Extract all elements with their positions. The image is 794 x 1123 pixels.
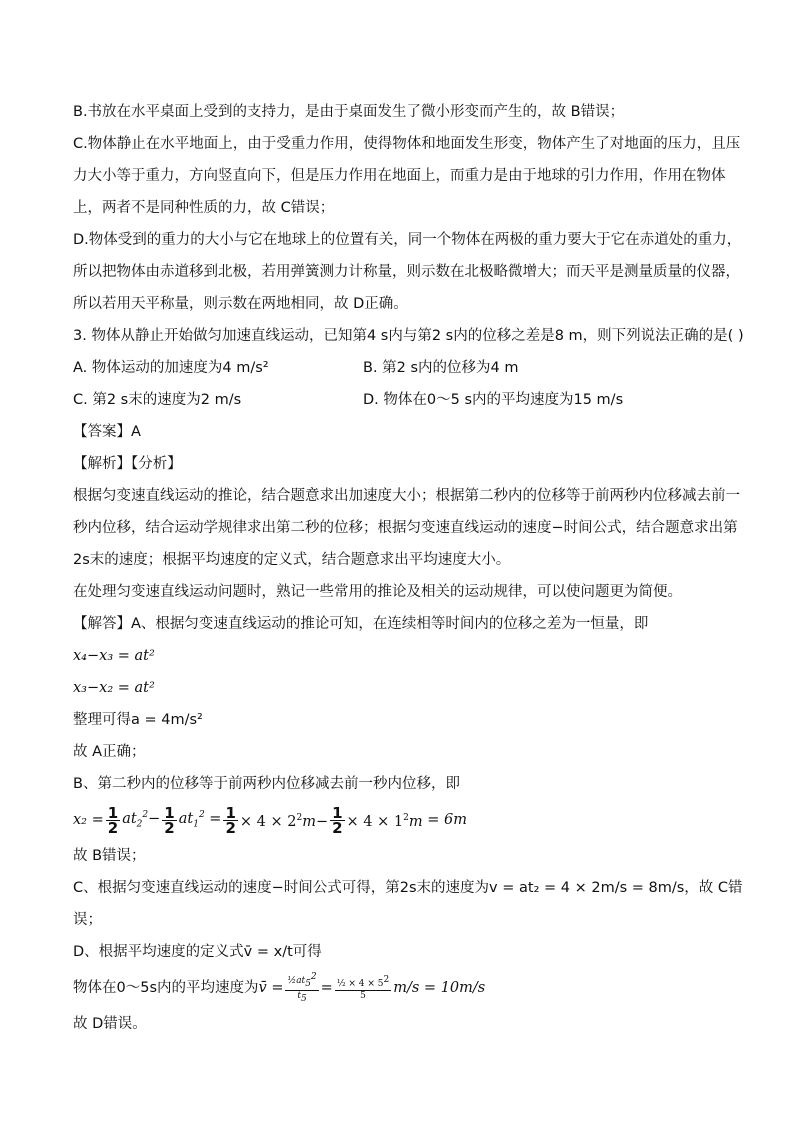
fraction: $\frac{\frac{1}{2}at_5^2}{t_5}$: [287, 971, 317, 1004]
equation-x2: [73, 800, 723, 840]
text-line: 所以把物体由赤道移到北极，若用弹簧测力计称量，则示数在北极略微增大；而天平是测量质量的仪器，: [73, 264, 740, 280]
equation-lhs: x₂ =: [73, 812, 104, 828]
equation: x₃−x₂ = at²: [73, 680, 155, 696]
text-line: 所以若用天平称量，则示数在两地相同，故 D正确。: [73, 296, 408, 312]
term: $at_1^2$ =: [178, 810, 222, 830]
fraction-half: $\frac{1}{2}$: [332, 803, 343, 837]
text-line: 【解答】A、根据匀变速直线运动的推论可知，在连续相等时间内的位移之差为一恒量，即: [73, 616, 649, 632]
text-line: C.物体静止在水平地面上，由于受重力作用，使得物体和地面发生形变，物体产生了对地面的压力，且压: [73, 136, 741, 152]
text-line: 上，两者不是同种性质的力，故 C错误；: [73, 200, 335, 216]
term: × $4 \times 2^2m-$: [239, 813, 329, 830]
text-fragment: m/s = 10m/s: [393, 980, 486, 996]
options-row: [73, 352, 723, 384]
text-line: 在处理匀变速直线运动问题时，熟记一些常用的推论及相关的运动规律，可以使问题更为简便。: [73, 584, 682, 600]
equation-average-velocity: [73, 968, 723, 1008]
text-line: 秒内位移，结合运动学规律求出第二秒的位移；根据匀变速直线运动的速度−时间公式，结合题意求出第: [73, 520, 738, 536]
text-line: 2s末的速度；根据平均速度的定义式，结合题意求出平均速度大小。: [73, 552, 511, 568]
option-d: D. 物体在0～5 s内的平均速度为15 m/s: [363, 392, 624, 408]
text-line: C、根据匀变速直线运动的速度−时间公式可得，第2s末的速度为v = at₂ = 4 × 2m/s = 8m/s，故 C错: [73, 880, 743, 896]
text-line: 误；: [73, 912, 102, 928]
option-c: C. 第2 s末的速度为2 m/s: [73, 392, 242, 408]
question-stem: 3. 物体从静止开始做匀加速直线运动，已知第4 s内与第2 s内的位移之差是8 m，则下列说法正确的是( ): [73, 328, 744, 344]
text-line: D.物体受到的重力的大小与它在地球上的位置有关，同一个物体在两极的重力要大于它在赤道处的重力，: [73, 232, 742, 248]
equation-rhs: = 6m: [427, 812, 467, 828]
option-b: B. 第2 s内的位移为4 m: [363, 360, 519, 376]
fraction-half: $\frac{1}{2}$: [107, 803, 119, 837]
text-line: 整理可得a = 4m/s²: [73, 712, 203, 728]
analysis-heading: 【解析】【分析】: [73, 456, 182, 472]
term: × $4 \times 1^2m$: [346, 813, 423, 830]
text-line: B、第二秒内的位移等于前两秒内位移减去前一秒内位移，即: [73, 776, 460, 792]
equation: x₄−x₃ = at²: [73, 648, 155, 664]
text-line: 故 A正确；: [73, 744, 146, 760]
answer-line: 【答案】A: [73, 424, 141, 440]
fraction-half: $\frac{1}{2}$: [225, 803, 236, 837]
term: $at_2^2-$: [122, 810, 161, 830]
text-line: B.书放在水平桌面上受到的支持力，是由于桌面发生了微小形变而产生的，故 B错误；: [73, 104, 625, 120]
text-line: 力大小等于重力，方向竖直向下，但是压力作用在地面上，而重力是由于地球的引力作用，作用在物体: [73, 168, 726, 184]
fraction-half: $\frac{1}{2}$: [164, 803, 175, 837]
options-row: [73, 384, 723, 416]
text-fragment: 物体在0～5s内的平均速度为: [73, 980, 259, 996]
text-line: 根据匀变速直线运动的推论，结合题意求出加速度大小；根据第二秒内的位移等于前两秒内位移减去前一: [73, 488, 740, 504]
text-line: 故 D错误。: [73, 1016, 147, 1032]
text-line: 故 B错误；: [73, 848, 146, 864]
fraction: $\frac{\frac{1}{2} \times 4 \times 5^2}{5}$: [336, 974, 390, 1001]
term: =: [320, 980, 333, 996]
option-a: A. 物体运动的加速度为4 m/s²: [73, 360, 269, 376]
document-page: [73, 96, 744, 1040]
text-line: D、根据平均速度的定义式v̄ = x/t可得: [73, 944, 322, 960]
term: v̄ =: [258, 980, 284, 996]
